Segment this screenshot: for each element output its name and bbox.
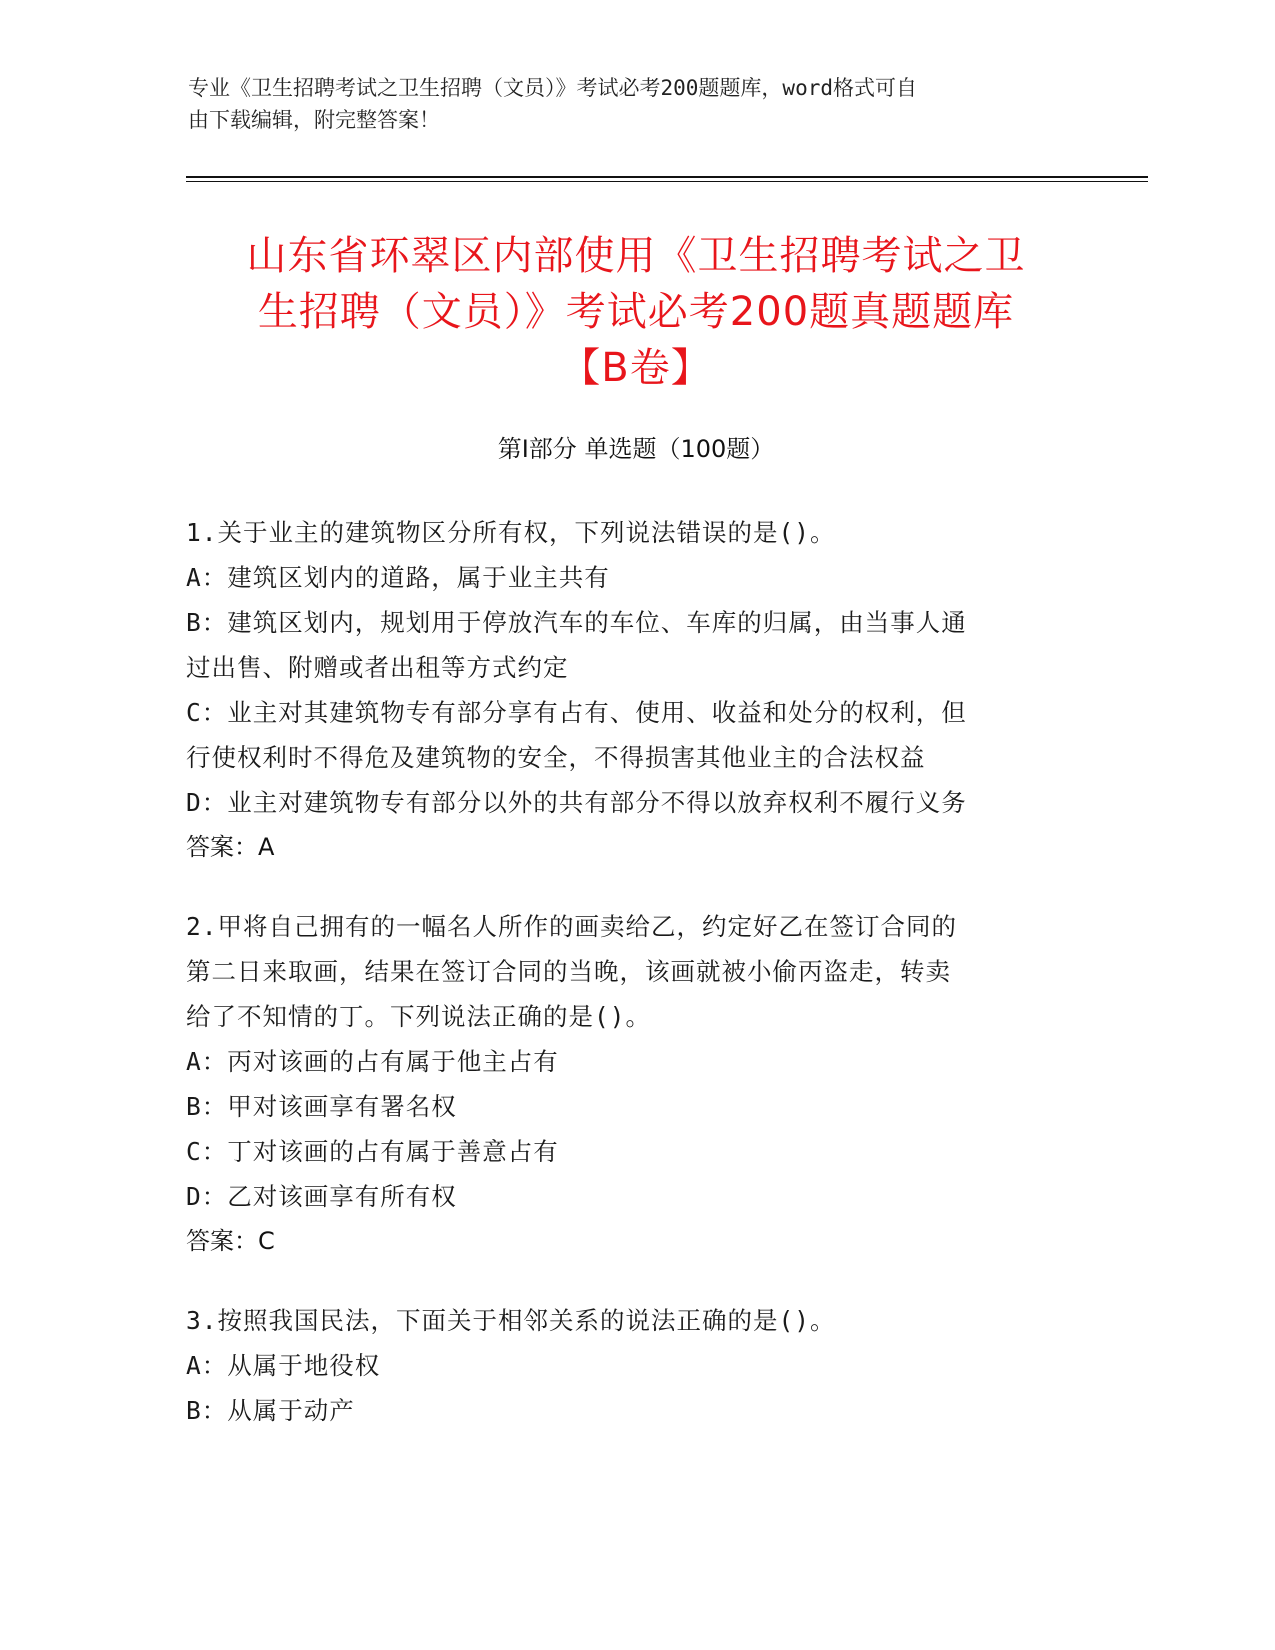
header-note-line-2: 由下载编辑，附完整答案！ — [188, 108, 440, 132]
question-stem-line-2: 第二日来取画，结果在签订合同的当晚，该画就被小偷丙盗走，转卖 — [186, 957, 951, 986]
option-a: A：丙对该画的占有属于他主占有 — [186, 1047, 559, 1076]
question-stem-line-3: 给了不知情的丁。下列说法正确的是()。 — [186, 1002, 651, 1031]
section-heading: 第Ⅰ部分 单选题（100题） — [497, 435, 775, 463]
option-b-line-1: B：建筑区划内，规划用于停放汽车的车位、车库的归属，由当事人通 — [186, 608, 967, 637]
question-stem-line: 3.按照我国民法，下面关于相邻关系的说法正确的是()。 — [186, 1306, 836, 1335]
option-b: B：甲对该画享有署名权 — [186, 1092, 457, 1121]
header-note-line-1: 专业《卫生招聘考试之卫生招聘（文员）》考试必考200题题库，word格式可自 — [188, 76, 917, 100]
question-list — [186, 510, 1066, 1467]
answer-label: 答案：A — [186, 833, 275, 861]
option-d: D：业主对建筑物专有部分以外的共有部分不得以放弃权利不履行义务 — [186, 788, 967, 817]
page-title — [186, 228, 1086, 396]
option-c-line-1: C：业主对其建筑物专有部分享有占有、使用、收益和处分的权利，但 — [186, 698, 967, 727]
option-a: A：建筑区划内的道路，属于业主共有 — [186, 563, 610, 592]
answer-label: 答案：C — [186, 1227, 275, 1255]
option-c-line-2: 行使权利时不得危及建筑物的安全，不得损害其他业主的合法权益 — [186, 743, 926, 772]
question-stem-line: 1.关于业主的建筑物区分所有权，下列说法错误的是()。 — [186, 518, 836, 547]
header-rule-thick — [186, 176, 1148, 178]
page-title-line-2: 生招聘（文员）》考试必考200题真题题库 — [257, 289, 1015, 335]
page-title-line-1: 山东省环翠区内部使用《卫生招聘考试之卫 — [246, 233, 1026, 279]
option-c: C：丁对该画的占有属于善意占有 — [186, 1137, 559, 1166]
page-title-line-3: 【B卷】 — [560, 345, 712, 391]
question-1 — [186, 510, 1066, 870]
option-a: A：从属于地役权 — [186, 1351, 381, 1380]
header-rule-thin — [186, 181, 1148, 182]
option-b-line-2: 过出售、附赠或者出租等方式约定 — [186, 653, 569, 682]
option-d: D：乙对该画享有所有权 — [186, 1182, 457, 1211]
question-3 — [186, 1298, 1066, 1433]
question-stem-line-1: 2.甲将自己拥有的一幅名人所作的画卖给乙，约定好乙在签订合同的 — [186, 912, 957, 941]
question-2 — [186, 904, 1066, 1264]
header-note — [188, 72, 1088, 136]
option-b: B：从属于动产 — [186, 1396, 355, 1425]
